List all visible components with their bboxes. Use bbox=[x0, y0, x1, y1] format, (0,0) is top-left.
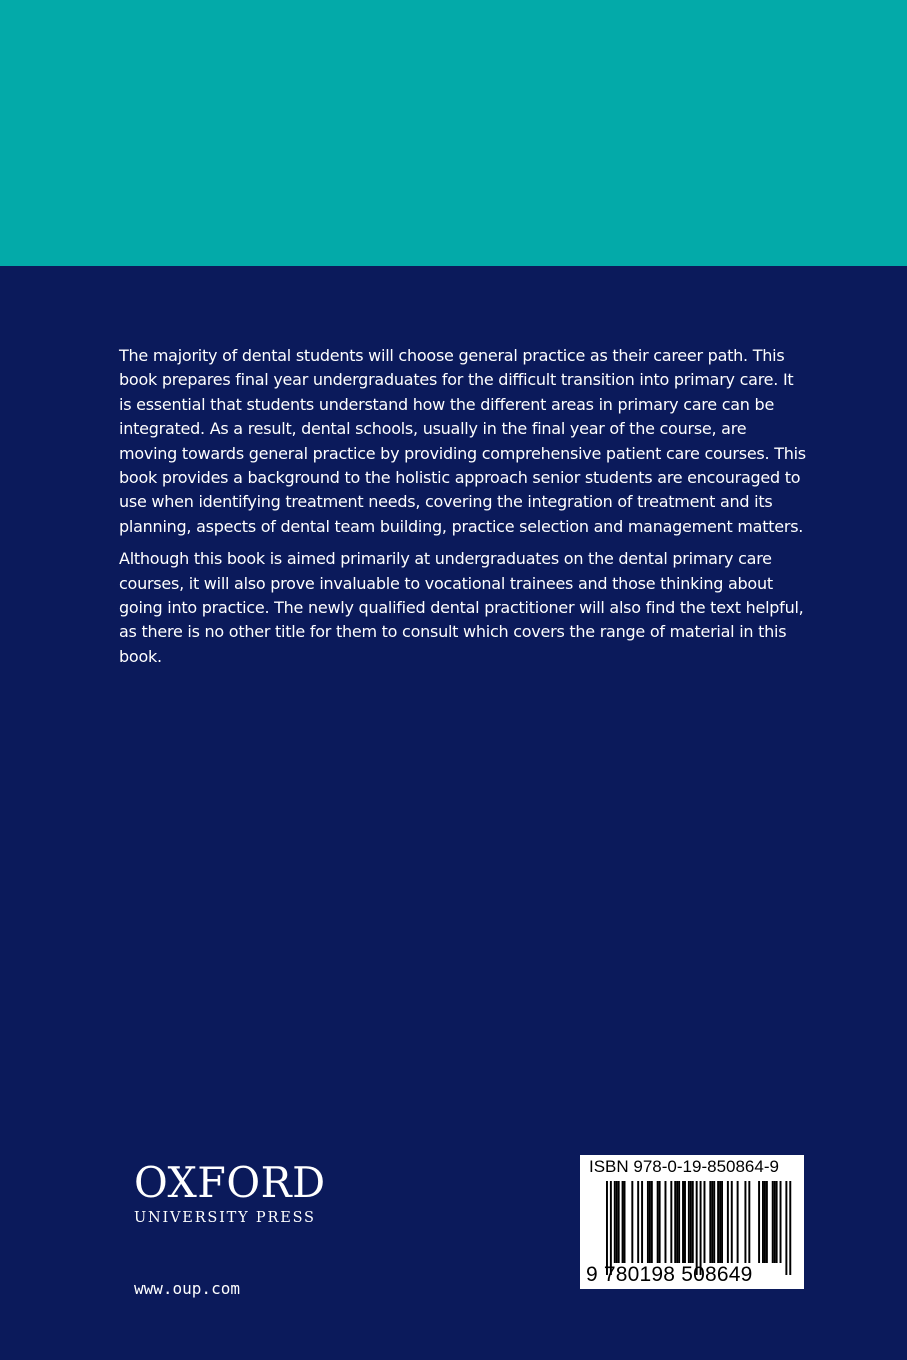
barcode-bar bbox=[624, 1181, 626, 1263]
publisher-logo bbox=[134, 1160, 354, 1227]
barcode-bar bbox=[674, 1181, 676, 1263]
barcode-bar bbox=[692, 1181, 694, 1263]
barcode-bar bbox=[682, 1181, 684, 1263]
barcode-bar bbox=[614, 1181, 616, 1263]
publisher-name: OXFORD bbox=[134, 1158, 326, 1207]
barcode-bar bbox=[776, 1181, 778, 1263]
blurb-paragraph-2: Although this book is aimed primarily at undergraduates on the dental primary care courses, it will also prove invaluable to vocational trainees and those thinking about going into practice. The newly qualified dental practitioner will also find the text helpful, as there is no other title for them to consult which covers the range of material in this book. bbox=[119, 549, 804, 666]
barcode-bar bbox=[766, 1181, 768, 1263]
barcode-bar bbox=[748, 1181, 750, 1263]
barcode-bar bbox=[727, 1181, 729, 1263]
barcode-bar bbox=[678, 1181, 680, 1263]
barcode-bar bbox=[731, 1181, 733, 1263]
barcode-bar bbox=[744, 1181, 746, 1263]
barcode-bar bbox=[665, 1181, 667, 1263]
barcode-bar bbox=[711, 1181, 713, 1263]
barcode-bar bbox=[717, 1181, 719, 1263]
barcode-bar bbox=[709, 1181, 711, 1263]
top-color-band bbox=[0, 0, 907, 266]
barcode-bar bbox=[670, 1181, 672, 1263]
barcode-bar bbox=[649, 1181, 651, 1263]
barcode-bar bbox=[737, 1181, 739, 1263]
barcode-bar bbox=[659, 1181, 661, 1263]
barcode-bar bbox=[774, 1181, 776, 1263]
barcode-bar bbox=[637, 1181, 639, 1263]
barcode-bar bbox=[631, 1181, 633, 1263]
barcode-bar bbox=[616, 1181, 618, 1263]
barcode-bar bbox=[764, 1181, 766, 1263]
barcode-bar bbox=[721, 1181, 723, 1263]
barcode-bar bbox=[758, 1181, 760, 1263]
isbn-label: ISBN 978-0-19-850864-9 bbox=[589, 1157, 779, 1176]
barcode-bar bbox=[789, 1181, 791, 1275]
barcode-bar bbox=[700, 1181, 702, 1275]
barcode-bar bbox=[785, 1181, 787, 1275]
barcode-bar bbox=[618, 1181, 620, 1263]
isbn-barcode bbox=[580, 1155, 804, 1289]
barcode-bar bbox=[647, 1181, 649, 1263]
barcode-bar bbox=[606, 1181, 608, 1275]
barcode-bar bbox=[780, 1181, 782, 1263]
barcode-bar bbox=[684, 1181, 686, 1263]
barcode-bar bbox=[772, 1181, 774, 1263]
barcode-bar bbox=[622, 1181, 624, 1263]
publisher-website: www.oup.com bbox=[134, 1279, 240, 1298]
barcode-bar bbox=[719, 1181, 721, 1263]
back-cover-blurb bbox=[119, 344, 809, 677]
barcode-bar bbox=[676, 1181, 678, 1263]
barcode-bar bbox=[610, 1181, 612, 1275]
barcode-bar bbox=[704, 1181, 706, 1263]
blurb-paragraph-1: The majority of dental students will choose general practice as their career path. This book prepares final year undergraduates for the difficult transition into primary care. It is essential that students understand how the different areas in primary care can be integrated. As a result, dental schools, usually in the final year of the course, are moving towards general practice by providing comprehensive patient care courses. This book provides a background to the holistic approach senior students are encouraged to use when identifying treatment needs, covering the integration of treatment and its planning, aspects of dental team building, practice selection and management matters. bbox=[119, 346, 806, 536]
barcode-bar bbox=[641, 1181, 643, 1263]
barcode-bar bbox=[690, 1181, 692, 1263]
barcode-bar bbox=[696, 1181, 698, 1275]
barcode-digits: 9 780198 508649 bbox=[586, 1263, 753, 1286]
barcode-bar bbox=[657, 1181, 659, 1263]
barcode-bar bbox=[651, 1181, 653, 1263]
barcode-bar bbox=[688, 1181, 690, 1263]
barcode-bar bbox=[762, 1181, 764, 1263]
publisher-subtitle: UNIVERSITY PRESS bbox=[134, 1210, 316, 1226]
barcode-bar bbox=[713, 1181, 715, 1263]
